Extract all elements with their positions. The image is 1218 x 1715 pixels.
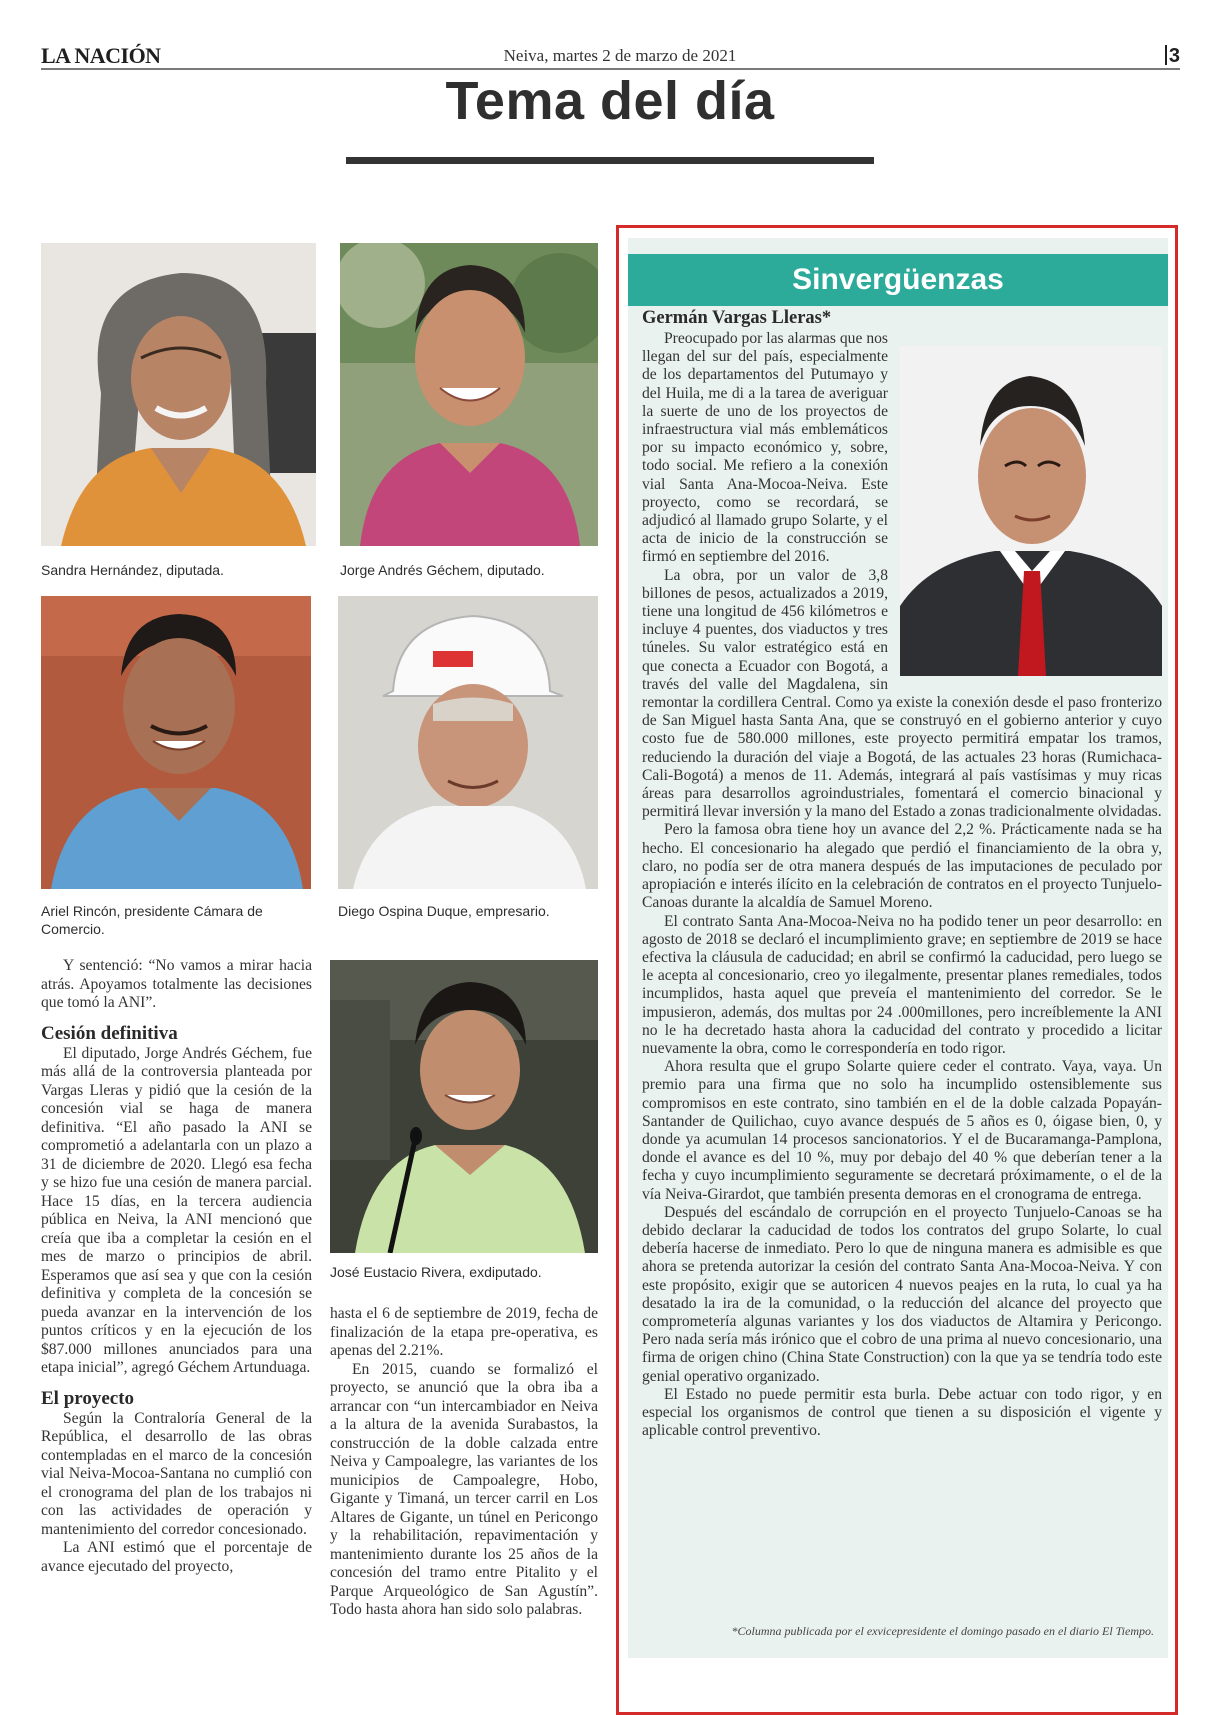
newspaper-logo: LA NACIÓN — [41, 43, 161, 68]
photo-sandra-hernandez — [41, 243, 316, 546]
caption-jorge: Jorge Andrés Géchem, diputado. — [340, 562, 545, 578]
column-author: Germán Vargas Lleras* — [642, 308, 832, 328]
paragraph: hasta el 6 de septiembre de 2019, fecha de finalización de la etapa pre-operativa, es apenas del 2.21%. — [330, 1305, 598, 1359]
column-paragraph: El Estado no puede permitir esta burla. Debe actuar con todo rigor, y en especial los organismos de control que tienen a su disposición el vigente y aplicable control preventivo. — [642, 1385, 1162, 1440]
paragraph: En 2015, cuando se formalizó el proyecto, se anunció que la obra iba a arrancar con “un intercambiador en Neiva a la altura de la avenida Surabastos, la construcción de la doble calzada entre Neiva y Campoalegre, las variantes de los municipios de Campoalegre, Hobo, Gigante y Timaná, un tercer carril en Los Altares de Gigante, un túnel en Pericongo y la rehabilitación, repavimentación y mantenimiento durante los 25 años de la concesión del tramo entre Pitalito y el Parque Arqueológico de San Agustín”. Todo hasta ahora han sido solo palabras. — [330, 1360, 598, 1618]
photo-jorge-gechem — [340, 243, 598, 546]
column-body — [642, 330, 1162, 1440]
publication-date: Neiva, martes 2 de marzo de 2021 — [503, 46, 737, 65]
caption-diego: Diego Ospina Duque, empresario. — [338, 903, 550, 919]
column-paragraph: Pero la famosa obra tiene hoy un avance del 2,2 %. Prácticamente nada se ha hecho. El concesionario ha alegado que perdió el financiamiento de la obra y, claro, no podía ser de otra manera después de las imputaciones de peculado por apropiación e interés ilícito en la celebración de contratos en el proyecto Tunjuelo-Canoas durante la alcaldía de Samuel Moreno. — [642, 821, 1162, 912]
caption-sandra: Sandra Hernández, diputada. — [41, 562, 224, 578]
photo-ariel-rincon — [41, 596, 311, 889]
caption-ariel: Ariel Rincón, presidente Cámara de Comercio. — [41, 903, 263, 937]
article-column-1 — [41, 957, 312, 1576]
paragraph: Según la Contraloría General de la República, el desarrollo de las obras contempladas en el marco de la concesión vial Neiva-Mocoa-Santana no cumplió con el cronograma del plan de los trabajos ni con las actividades de operación y mantenimiento del corredor concesionado. — [41, 1409, 312, 1538]
subheading-el-proyecto: El proyecto — [41, 1387, 135, 1409]
section-title: Tema del día — [445, 71, 775, 131]
paragraph: El diputado, Jorge Andrés Géchem, fue más allá de la controversia planteada por Vargas Lleras y pidió que la cesión de la concesión vial se haga de manera definitiva. “El año pasado la ANI se comprometió a adelantarla con un plazo a 31 de diciembre de 2020. Llegó esa fecha y se hizo fue una cesión de manera parcial. Hace 15 días, en la tercera audiencia pública en Neiva, la ANI mencionó que creía que iba a completar la cesión en el mes de marzo o principios de abril. Esperamos que así sea y que con la cesión definitiva y completa de la concesión se pueda avanzar en la intervención de los puntos críticos y en la ejecución de los $87.000 millones anunciados para una etapa inicial”, agregó Géchem Artunduaga. — [41, 1044, 312, 1376]
caption-jose: José Eustacio Rivera, exdiputado. — [330, 1264, 542, 1280]
column-title: Sinvergüenzas — [792, 263, 1004, 296]
column-footnote: *Columna publicada por el exvicepresidente el domingo pasado en el diario El Tiempo. — [731, 1624, 1154, 1638]
column-paragraph: Preocupado por las alarmas que nos llegan del sur del país, especialmente de los departamentos del Putumayo y del Huila, me di a la tarea de averiguar la suerte de uno de los proyectos de infraestructura vial más emblemáticos por su impacto económico y, sobre, todo social. Me refiero a la conexión vial Santa Ana-Mocoa-Neiva. Este proyecto, como se recordará, se adjudicó al llamado grupo Solarte, y el acta de inicio de la construcción se firmó en septiembre del 2016. — [642, 330, 888, 566]
opinion-column-box — [628, 238, 1168, 1658]
column-paragraph: El contrato Santa Ana-Mocoa-Neiva no ha podido tener un peor desarrollo: en agosto de 2018 se declaró el incumplimiento grave; en septiembre de 2019 se hace efectiva la cláusula de caducidad; en abril se confirmó la caducidad, pero luego se le acepta al concesionario, creo yo ilegalmente, presentar planes remediales, todos incumplidos, hasta aquel que preveía el mantenimiento del corredor. Se le impusieron, además, dos multas por 24 .000millones, pero increíblemente la ANI no le ha decretado hasta ahora la caducidad del contrato y procedido a licitar nuevamente la obra, como le correspondería en todo rigor. — [642, 912, 1162, 1057]
column-paragraph: La obra, por un valor de 3,8 billones de pesos, actualizados a 2019, tiene una longitud de 456 kilómetros e incluye 4 puentes, dos viaductos y tres túneles. Su valor estratégico está en que conecta a Ecuador con Bogotá, a través del valle del Magdalena, sin remontar la cordillera Central. Como ya existe la conexión desde el paso fronterizo de San Miguel hasta Santa Ana, que se construyó en el gobierno anterior y cuyo costo fue de 580.000 millones, este proyecto permitirá empatar los tramos, reduciendo la duración del viaje a Bogotá, de las actuales 23 horas (Rumichaca-Cali-Bogotá) a menos de 11. Además, integrará al país vastísimas y muy ricas áreas para desarrollos agroindustriales, fomentará el comercio binacional y permitirá llevar inversión y la mano del Estado a zonas tradicionalmente olvidadas. — [642, 566, 1162, 821]
paragraph: La ANI estimó que el porcentaje de avance ejecutado del proyecto, — [41, 1539, 312, 1575]
column-paragraph: Ahora resulta que el grupo Solarte quiere ceder el contrato. Vaya, vaya. Un premio para una firma que no solo ha incumplido ostensiblemente sus compromisos en este contrato, sino también en el de la doble calzada Popayán-Santander de Quilichao, cuyo avance después de 5 años es 0, óigase bien, 0, y donde ya acumulan 14 procesos sancionatorios. Y el de Bucaramanga-Pamplona, donde el avance es del 10 %, muy por debajo del 40 % que deberían tener a la fecha y cuyo incumplimiento seguramente se decretará próximamente, o el de la vía Neiva-Girardot, que también presenta demoras en el cronograma de entrega. — [642, 1058, 1162, 1203]
subheading-cesion-definitiva: Cesión definitiva — [41, 1022, 178, 1044]
paragraph: Y sentenció: “No vamos a mirar hacia atrás. Apoyamos totalmente las decisiones que tomó la ANI”. — [41, 957, 312, 1011]
photo-jose-eustacio-rivera — [330, 960, 598, 1253]
page-bar — [1165, 45, 1167, 65]
column-paragraph: Después del escándalo de corrupción en el proyecto Tunjuelo-Canoas se ha debido declarar la caducidad de todos los contratos del grupo Solarte, lo cual debería hacerse de inmediato. Pero lo que de ninguna manera es admisible es que ahora se pretenda autorizar la cesión del contrato Santa Ana-Mocoa-Neiva. Y con este propósito, exigir que se autoricen 4 nuevos peajes en la ruta, lo cual ya ha desatado la ira de la comunidad, o la reducción del alcance del proyecto que comprometería algunas variantes y los dos viaductos de Altamira y Pericongo. Pero nada sería más irónico que el cobro de una prima al nuevo concesionario, una firma de origen chino (China State Construction) con la que ya se tendría todo este genial operativo organizado. — [642, 1203, 1162, 1385]
photo-diego-ospina — [338, 596, 598, 889]
article-column-2 — [330, 1305, 598, 1620]
photo-german-vargas-lleras — [900, 346, 1162, 676]
page-number — [1165, 45, 1180, 68]
page-number-text: 3 — [1168, 45, 1180, 67]
title-underline — [346, 157, 874, 164]
